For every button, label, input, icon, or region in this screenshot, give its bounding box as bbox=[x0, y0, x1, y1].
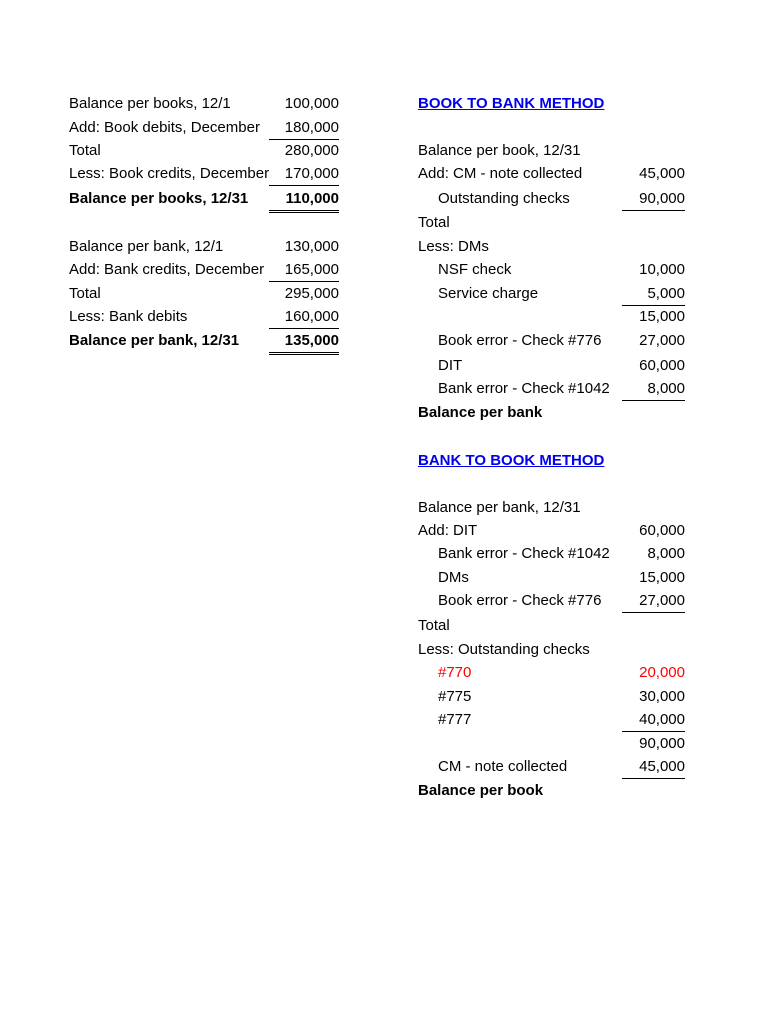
row-label: DIT bbox=[438, 357, 463, 374]
row-label: Add: Bank credits, December bbox=[69, 261, 265, 278]
row-label: Balance per books, 12/31 bbox=[69, 190, 249, 207]
row-label: DMs bbox=[438, 569, 469, 586]
row-value: 280,000 bbox=[284, 142, 339, 159]
row-value: 130,000 bbox=[284, 238, 339, 255]
row-label: Balance per bank, 12/1 bbox=[69, 238, 224, 255]
row-value: 60,000 bbox=[639, 522, 685, 539]
row-label: #777 bbox=[438, 711, 472, 728]
row-label: Less: Outstanding checks bbox=[418, 641, 590, 658]
row-value: 165,000 bbox=[269, 258, 339, 282]
row-label: Balance per bank, 12/31 bbox=[418, 499, 581, 516]
row-label: Bank error - Check #1042 bbox=[438, 380, 610, 397]
row-value: 90,000 bbox=[622, 187, 685, 211]
row-label: Balance per book bbox=[418, 782, 544, 799]
row-label: Outstanding checks bbox=[438, 190, 570, 207]
row-value: 40,000 bbox=[622, 708, 685, 732]
row-label: Book error - Check #776 bbox=[438, 592, 602, 609]
row-label: Bank error - Check #1042 bbox=[438, 545, 610, 562]
row-label: Add: DIT bbox=[418, 522, 478, 539]
row-value: 295,000 bbox=[284, 285, 339, 302]
row-label: Total bbox=[69, 285, 101, 302]
book-to-bank-heading[interactable]: BOOK TO BANK METHOD bbox=[418, 95, 605, 112]
row-label: Add: CM - note collected bbox=[418, 165, 583, 182]
row-value: 110,000 bbox=[269, 187, 339, 213]
row-value: 27,000 bbox=[639, 332, 685, 349]
row-label: Balance per books, 12/1 bbox=[69, 95, 231, 112]
row-label: Book error - Check #776 bbox=[438, 332, 602, 349]
row-label: Balance per bank, 12/31 bbox=[69, 332, 240, 349]
row-label: NSF check bbox=[438, 261, 512, 278]
row-label: Balance per bank bbox=[418, 404, 543, 421]
row-label: Total bbox=[418, 617, 450, 634]
row-label: Service charge bbox=[438, 285, 539, 302]
row-label: Total bbox=[418, 214, 450, 231]
row-value: 15,000 bbox=[639, 569, 685, 586]
row-value: 30,000 bbox=[639, 688, 685, 705]
row-label: Balance per book, 12/31 bbox=[418, 142, 581, 159]
row-value: 160,000 bbox=[269, 305, 339, 329]
row-value: 20,000 bbox=[639, 664, 685, 681]
row-value: 100,000 bbox=[284, 95, 339, 112]
row-label: Less: DMs bbox=[418, 238, 489, 255]
row-label: Less: Book credits, December bbox=[69, 165, 269, 182]
row-value: 8,000 bbox=[622, 377, 685, 401]
row-value: 27,000 bbox=[622, 589, 685, 613]
row-value: 15,000 bbox=[639, 308, 685, 325]
row-value: 60,000 bbox=[639, 357, 685, 374]
row-label: Total bbox=[69, 142, 101, 159]
row-label: CM - note collected bbox=[438, 758, 568, 775]
row-value: 5,000 bbox=[622, 282, 685, 306]
row-label: #770 bbox=[438, 664, 472, 681]
row-value: 90,000 bbox=[639, 735, 685, 752]
row-value: 10,000 bbox=[639, 261, 685, 278]
row-value: 45,000 bbox=[622, 755, 685, 779]
row-value: 170,000 bbox=[269, 162, 339, 186]
row-value: 45,000 bbox=[639, 165, 685, 182]
row-value: 180,000 bbox=[269, 116, 339, 140]
row-label: Add: Book debits, December bbox=[69, 119, 260, 136]
bank-to-book-heading[interactable]: BANK TO BOOK METHOD bbox=[418, 452, 605, 469]
row-label: #775 bbox=[438, 688, 472, 705]
row-value: 135,000 bbox=[269, 329, 339, 355]
row-label: Less: Bank debits bbox=[69, 308, 188, 325]
row-value: 8,000 bbox=[647, 545, 685, 562]
